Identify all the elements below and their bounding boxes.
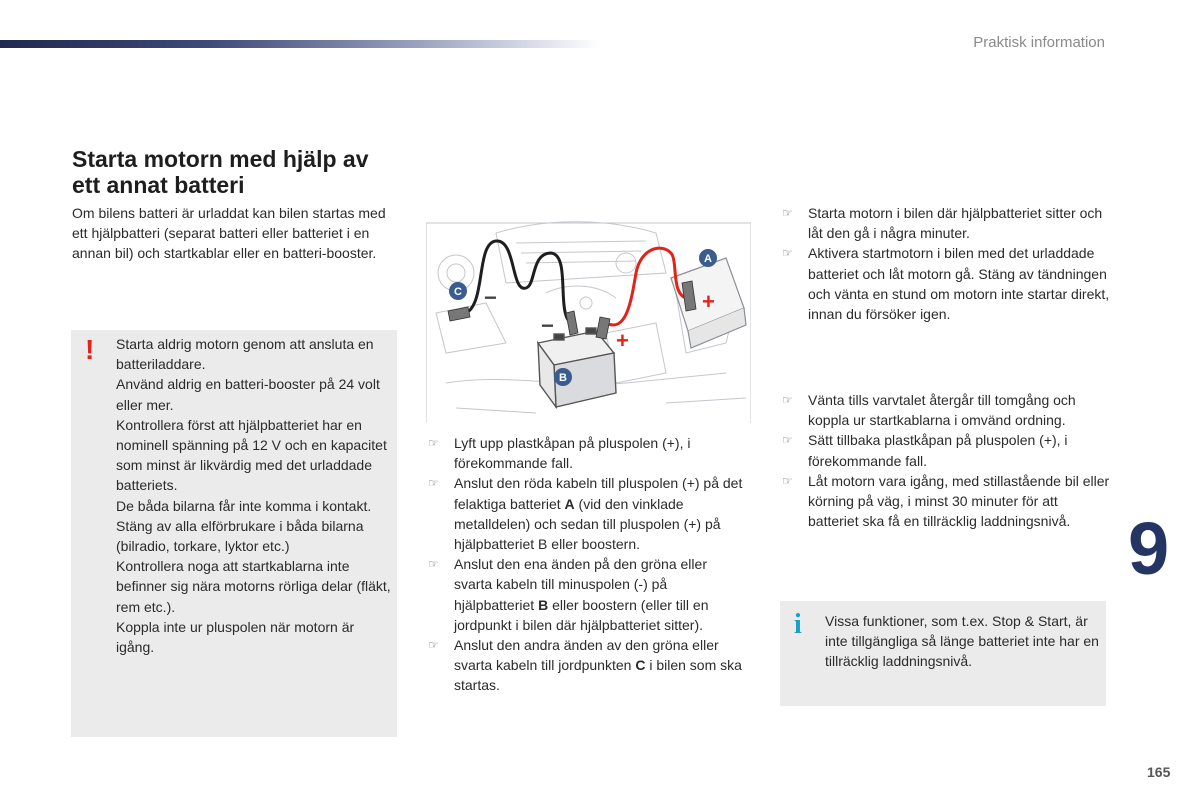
list-item: ☞ Lyft upp plastkåpan på pluspolen (+), i förekommande fall. (428, 435, 691, 472)
header-gradient-bar (0, 40, 600, 48)
exclamation-icon: ! (85, 334, 95, 365)
warning-text (116, 334, 391, 657)
label-a (699, 249, 717, 267)
list-item: ☞ Anslut den andra änden av den gröna eller svarta kabeln till jordpunkten C i bilen som ska startas. (428, 637, 742, 694)
page-title: Starta motorn med hjälp av ett annat batteri (72, 146, 369, 198)
warning-line: De båda bilarna får inte komma i kontakt. (116, 497, 372, 514)
svg-text:B: B (559, 372, 567, 384)
list-item: ☞ Aktivera startmotorn i bilen med det urladdade batteriet och låt motorn gå. Stäng av tändningen och vänta en stund om motorn inte startar direkt, innan du försöker igen. (782, 245, 1110, 323)
arrow-icon: ☞ (782, 473, 793, 488)
info-icon: i (794, 609, 802, 640)
steps-list-right-bottom (782, 390, 1112, 531)
arrow-icon: ☞ (782, 393, 793, 407)
chapter-number: 9 (1128, 507, 1170, 590)
info-text: Vissa funktioner, som t.ex. Stop & Start, är inte tillgängliga så länge batteriet inte har en tillräcklig laddningsnivå. (825, 613, 1099, 670)
arrow-icon: ☞ (782, 246, 793, 261)
intro-paragraph: Om bilens batteri är urladdat kan bilen startas med ett hjälpbatteri (separat batteri eller batteriet i en annan bil) och startkablar eller en batteri-booster. (72, 205, 386, 261)
minus-symbol-b: − (541, 313, 554, 338)
warning-line: Stäng av alla elförbrukare i båda bilarna (bilradio, torkare, lyktor etc.) (116, 517, 364, 555)
steps-list-middle (428, 433, 748, 696)
clamp-red-b (596, 317, 610, 339)
clamp-black-b (566, 311, 578, 335)
list-item: ☞ Starta motorn i bilen där hjälpbatteriet sitter och låt den gå i några minuter. (782, 205, 1103, 242)
info-box (780, 601, 1106, 706)
warning-line: Använd aldrig en batteri-booster på 24 volt eller mer. (116, 376, 380, 413)
warning-line: Kontrollera först att hjälpbatteriet har en nominell spänning på 12 V och en kapacitet som minst är likvärdig med det urladdade batteriets. (116, 416, 387, 494)
label-b (554, 368, 572, 386)
battery-b (538, 328, 616, 407)
page-number: 165 (1147, 764, 1171, 780)
list-item: ☞ Låt motorn vara igång, med stillastående bil eller körning på väg, i minst 30 minuter för att batteriet ska få en tillräcklig laddningsnivå. (782, 472, 1110, 530)
warning-box (71, 330, 397, 737)
plus-symbol-a: + (702, 289, 715, 314)
warning-line: Starta aldrig motorn genom att ansluta en batteriladdare. (116, 336, 374, 373)
arrow-icon: ☞ (782, 206, 793, 220)
svg-text:A: A (704, 253, 712, 265)
arrow-icon: ☞ (428, 638, 439, 653)
svg-text:C: C (454, 286, 462, 298)
black-cable (466, 241, 571, 323)
jump-start-illustration (426, 213, 751, 423)
clamp-black-c (448, 307, 470, 321)
list-item: ☞ Sätt tillbaka plastkåpan på pluspolen (+), i förekommande fall. (782, 432, 1068, 469)
section-label: Praktisk information (973, 34, 1105, 51)
plus-symbol-b: + (616, 328, 629, 353)
list-item: ☞ Vänta tills varvtalet återgår till tomgång och koppla ur startkablarna i omvänd ordning. (782, 392, 1076, 429)
arrow-icon: ☞ (428, 557, 439, 572)
label-c (449, 282, 467, 300)
minus-symbol-c: − (484, 285, 497, 310)
steps-list-right-top (782, 203, 1112, 324)
warning-line: Kontrollera noga att startkablarna inte befinner sig nära motorns rörliga delar (fläkt, rem etc.). (116, 558, 391, 615)
arrow-icon: ☞ (428, 476, 439, 491)
list-item: ☞ Anslut den röda kabeln till pluspolen (+) på det felaktiga batteriet A (vid den vinklade metalldelen) och sedan till pluspolen (+) på hjälpbatteriet B eller boostern. (428, 475, 743, 553)
list-item: ☞ Anslut den ena änden på den gröna eller svarta kabeln till minuspolen (-) på hjälpbatteriet B eller boostern (eller till en jordpunkt i bilen där hjälpbatteriet sitter). (428, 556, 709, 633)
arrow-icon: ☞ (428, 436, 439, 450)
arrow-icon: ☞ (782, 433, 793, 448)
warning-line: Koppla inte ur pluspolen när motorn är igång. (116, 618, 355, 656)
